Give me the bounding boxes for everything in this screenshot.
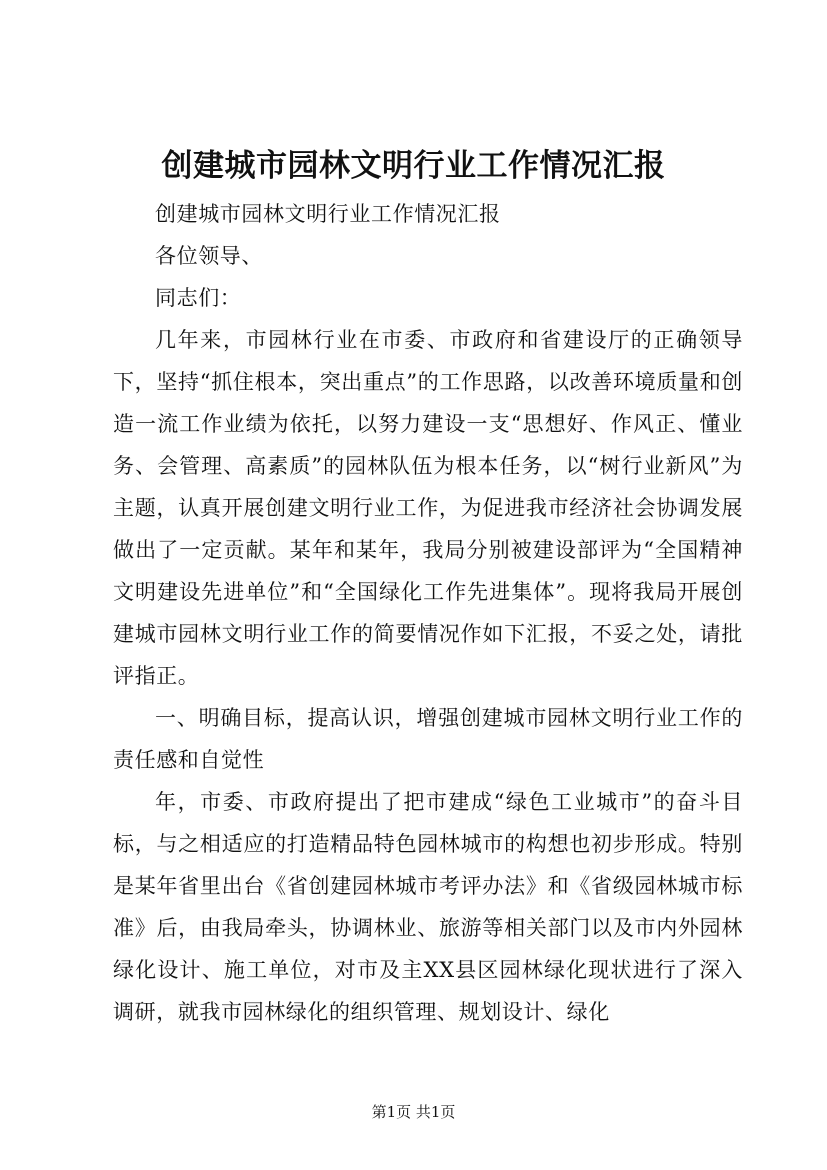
paragraph-section-1: 年，市委、市政府提出了把市建成“绿色工业城市”的奋斗目标，与之相适应的打造精品特色园林城市的构想也初步形成。特别是某年省里出台《省创建园林城市考评办法》和《省级园林城市标准》后，由我局牵头，协调林业、旅游等相关部门以及市内外园林绿化设计、施工单位，对市及主XX县区园林绿化现状进行了深入调研，就我市园林绿化的组织管理、规划设计、绿化 [113,790,743,1024]
paragraph-subtitle: 创建城市园林文明行业工作情况汇报 [155,202,501,226]
page-number-footer: 第1页 共1页 [371,1103,456,1121]
document-body [113,193,743,1033]
paragraph-salutation-leaders: 各位领导、 [155,244,263,268]
document-title: 创建城市园林文明行业工作情况汇报 [161,148,666,184]
section-heading-1: 一、明确目标，提高认识，增强创建城市园林文明行业工作的责任感和自觉性 [113,706,743,772]
paragraph-salutation-comrades: 同志们： [155,286,242,310]
paragraph-introduction: 几年来，市园林行业在市委、市政府和省建设厅的正确领导下，坚持“抓住根本，突出重点”的工作思路，以改善环境质量和创造一流工作业绩为依托，以努力建设一支“思想好、作风正、懂业务、会管理、高素质”的园林队伍为根本任务，以“树行业新风”为主题，认真开展创建文明行业工作，为促进我市经济社会协调发展做出了一定贡献。某年和某年，我局分别被建设部评为“全国精神文明建设先进单位”和“全国绿化工作先进集体”。现将我局开展创建城市园林文明行业工作的简要情况作如下汇报，不妥之处，请批评指正。 [113,328,743,688]
